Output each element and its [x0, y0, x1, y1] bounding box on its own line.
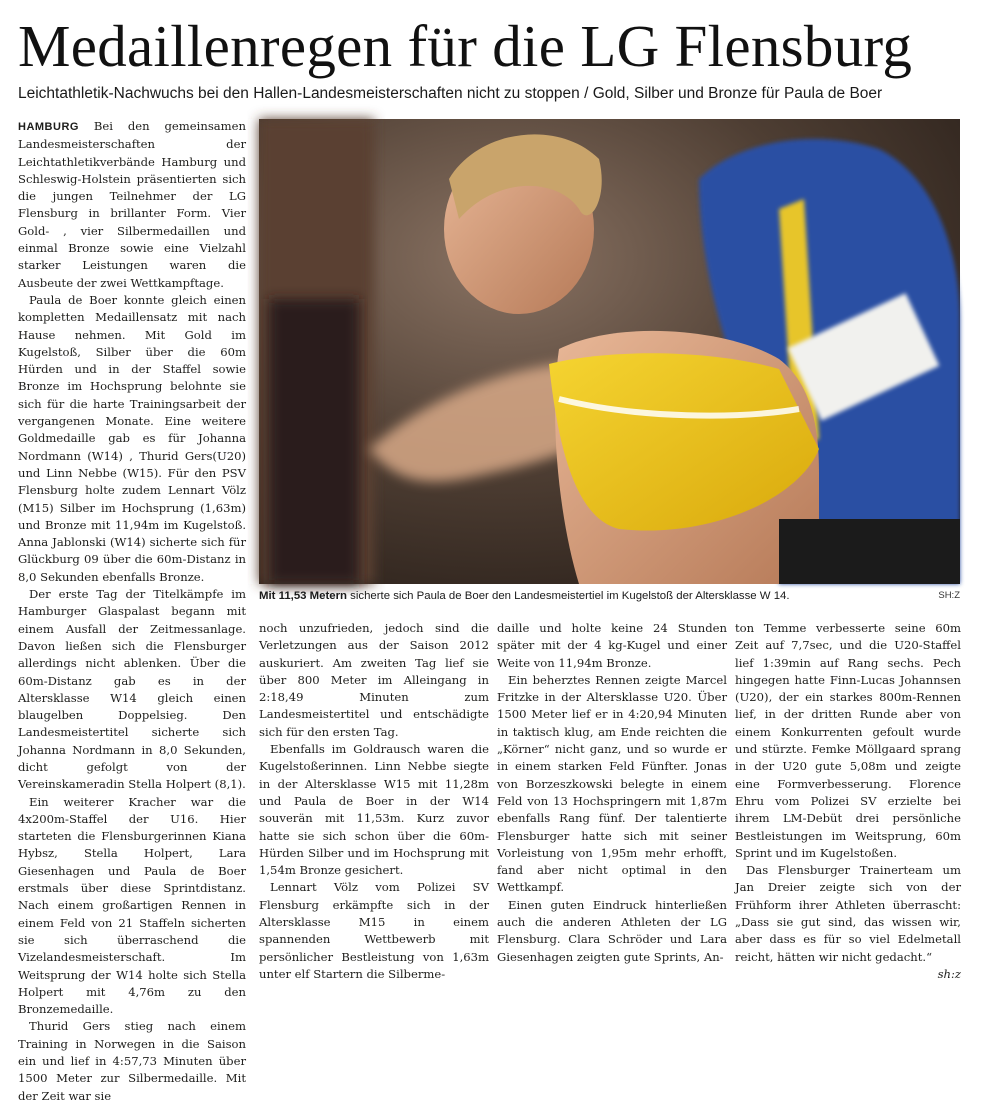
paragraph: Lennart Völz vom Polizei SV Flensburg erkämpfte sich in der Altersklasse M15 in einem spannenden Wettbewerb mit persönlicher Bestleistung von 1,63m unter elf Startern die Silberme-	[259, 880, 489, 981]
paragraph: Ein beherztes Rennen zeigte Marcel Fritzke in der Altersklasse U20. Über 1500 Meter lief er in 4:20,94 Minuten in taktisch klug, am Ende reichten die „Körner“ nicht ganz, und so wurde er in einem starken Feld Fünfter. Jonas von Borzeszkowski belegte in einem Feld von 13 Hochspringern mit 1,87m ebenfalls Rang fünf. Der talentierte Flensburger hatte sich mit seiner Vorleistung von 1,95m mehr erhofft, fand aber nicht optimal in den Wettkampf.	[497, 672, 727, 895]
subheadline: Leichtathletik-Nachwuchs bei den Hallen-Landesmeisterschaften nicht zu stoppen / Gold, Silber und Bronze für Paula de Boer	[18, 85, 883, 102]
photo-credit: SH:Z	[938, 590, 960, 601]
headline: Medaillenregen für die LG Flensburg	[18, 13, 913, 79]
article-column-3	[497, 620, 727, 964]
shot-put-athlete-photo	[259, 119, 960, 584]
paragraph: Ein weiterer Kracher war die 4x200m-Staffel der U16. Hier starteten die Flensburgerinnen Kiana Hybsz, Stella Holpert, Lara Giesenhagen und Paula de Boer erstmals über diese Sprintdistanz. Nach einem großartigen Rennen in einem Feld von 21 Staffeln sicherten sie sich überraschend die Vizelandesmeisterschaft. Im Weitsprung der W14 holte sich Stella Holpert mit 4,76m zu den Bronzemedaille.	[18, 794, 246, 1017]
author-signature: sh:z	[937, 966, 961, 981]
paragraph: daille und holte keine 24 Stunden später mit der 4 kg-Kugel und einer Weite von 11,94m Bronze.	[497, 621, 727, 670]
dateline: HAMBURG	[18, 121, 79, 133]
paragraph: Ebenfalls im Goldrausch waren die Kugelstoßerinnen. Linn Nebbe siegte in der Altersklasse W15 mit 11,28m und Paula de Boer in der W14 souverän mit 11,53m. Kurz zuvor hatte sie sich schon über die 60m-Hürden Silber und im Hochsprung mit 1,54m Bronze gesichert.	[259, 742, 489, 878]
caption-lead: Mit 11,53 Metern	[259, 590, 347, 602]
article-column-2	[259, 620, 489, 981]
paragraph-text: Bei den gemeinsamen Landesmeisterschaften der Leichtathletikverbände Hamburg und Schleswig-Holstein präsentierten sich die jungen Teilnehmer der LG Flensburg in brillanter Form. Vier Gold- , vier Silbermedaillen und einmal Bronze sowie eine Vielzahl starker Leistungen waren die Ausbeute der zwei Wettkampftage.	[18, 119, 246, 290]
paragraph: noch unzufrieden, jedoch sind die Verletzungen aus der Saison 2012 auskuriert. Am zweiten Tag lief sie über 800 Meter im Alleingang in 2:18,49 Minuten zum Landesmeistertitel und entschädigte sich für den ersten Tag.	[259, 621, 489, 739]
paragraph: Paula de Boer konnte gleich einen kompletten Medaillensatz mit nach Hause nehmen. Mit Gold im Kugelstoß, Silber über die 60m Hürden und in der Staffel sowie Bronze im Hochsprung belohnte sie sich für die harte Trainingsarbeit der vergangenen Monate. Eine weitere Goldmedaille gab es für Johanna Nordmann (W14) , Thurid Gers(U20) und Linn Nebbe (W15). Für den PSV Flensburg holte zudem Lennart Völz (M15) Silber im Hochsprung (1,63m) und Bronze mit 11,94m im Kugelstoß. Anna Jablonski (W14) sicherte sich für Glückburg 09 über die 60m-Distanz in 8,0 Sekunden ebenfalls Bronze.	[18, 292, 246, 584]
paragraph: Thurid Gers stieg nach einem Training in Norwegen in die Saison ein und lief in 4:57,73 Minuten über 1500 Meter zur Silbermedaille. Mit der Zeit war sie	[18, 1019, 246, 1103]
photo-illustration	[259, 119, 960, 584]
article-column-1	[18, 118, 246, 1103]
article-column-4	[735, 620, 961, 981]
paragraph: ton Temme verbesserte seine 60m Zeit auf 7,7sec, und die U20-Staffel lief 1:39min auf Rang sechs. Pech hingegen hatte Finn-Lucas Johannsen (U20), der ein starkes 800m-Rennen lief, in der dritten Runde aber von einem Konkurrenten gefoult wurde und stürzte. Femke Möllgaard sprang in der U20 gute 5,08m und zeigte eine Formverbesserung. Florence Ehru vom Polizei SV erzielte bei ihrem LM-Debüt drei persönliche Bestleistungen im Weitsprung, 60m Sprint und im Kugelstoßen.	[735, 621, 961, 860]
photo-caption	[259, 587, 960, 607]
paragraph	[735, 862, 961, 981]
caption-text: sicherte sich Paula de Boer den Landesmeistertiel im Kugelstoß der Altersklasse W 14.	[347, 590, 790, 602]
paragraph	[18, 118, 246, 292]
paragraph-text: Das Flensburger Trainerteam um Jan Dreier zeigte sich von der Frühform ihrer Athleten überrascht: „Dass sie gut sind, das wissen wir, aber dass es für so viel Edelmetall reicht, hätten wir nicht gedacht.“	[735, 863, 961, 964]
paragraph: Der erste Tag der Titelkämpfe im Hamburger Glaspalast begann mit einem Ausfall der Zeitmessanlage. Davon ließen sich die Flensburger allerdings nicht ablenken. Über die 60m-Distanz gab es in der Altersklasse W14 gleich einen blaugelben Doppelsieg. Den Landesmeistertitel sicherte sich Johanna Nordmann in 8,0 Sekunden, dicht gefolgt von der Vereinskameradin Stella Holpert (8,1).	[18, 587, 246, 792]
paragraph: Einen guten Eindruck hinterließen auch die anderen Athleten der LG Flensburg. Clara Schröder und Lara Giesenhagen zeigten gute Sprints, An-	[497, 897, 727, 964]
